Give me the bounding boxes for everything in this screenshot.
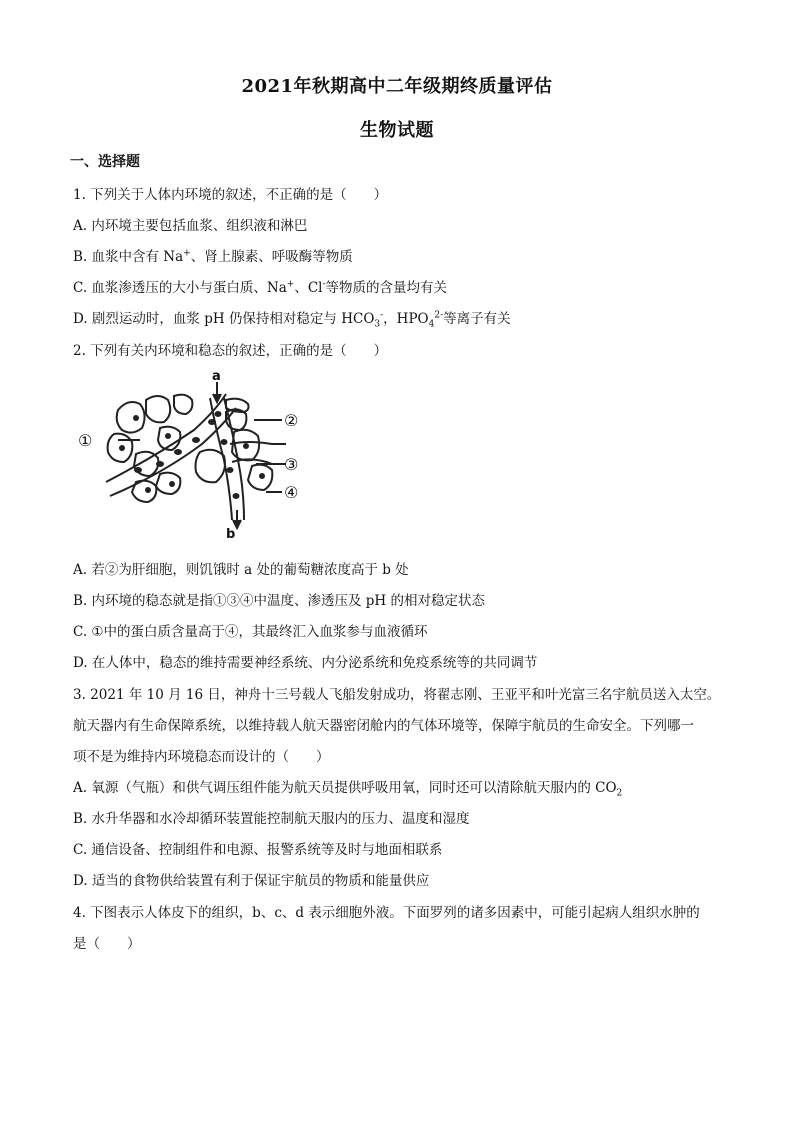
section-heading: 一、选择题 [70,154,140,170]
question-1-option-b: B. 血浆中含有 Na+、肾上腺素、呼吸酶等物质 [73,248,353,265]
tissue-diagram [76,370,316,540]
question-2-stem: 2. 下列有关内环境和稳态的叙述，正确的是（ ） [73,343,388,359]
question-3-stem-line-2: 航天器内有生命保障系统，以维持载人航天器密闭舱内的气体环境等，保障宇航员的生命安全。下列哪一 [73,718,694,734]
question-2-option-d: D. 在人体中，稳态的维持需要神经系统、内分泌系统和免疫系统等的共同调节 [73,655,538,671]
label-b: b [226,527,236,540]
question-3-option-c: C. 通信设备、控制组件和电源、报警系统等及时与地面相联系 [73,842,443,858]
question-3-option-d: D. 适当的食物供给装置有利于保证宇航员的物质和能量供应 [73,873,430,889]
question-3-stem-line-3: 项不是为维持内环境稳态而设计的（ ） [73,749,330,765]
tissue-diagram-svg [76,370,316,540]
question-4-stem-line-2: 是（ ） [73,936,141,952]
question-1-option-c: C. 血浆渗透压的大小与蛋白质、Na+、Cl-等物质的含量均有关 [73,279,448,296]
exam-title: 2021年秋期高中二年级期终质量评估 [241,76,553,97]
question-3-stem-line-1: 3. 2021 年 10 月 16 日，神舟十三号载人飞船发射成功，将翟志刚、王亚平和叶光富三名宇航员送入太空。 [73,687,721,703]
question-3-option-a: A. 氧源（气瓶）和供气调压组件能为航天员提供呼吸用氧，同时还可以清除航天服内的 $CO_2$ [73,780,623,799]
question-3-option-b: B. 水升华器和水冷却循环装置能控制航天服内的压力、温度和湿度 [73,811,470,827]
label-1: ① [78,431,93,450]
question-2-option-a: A. 若②为肝细胞，则饥饿时 a 处的葡萄糖浓度高于 b 处 [73,562,409,578]
question-1-stem: 1. 下列关于人体内环境的叙述，不正确的是（ ） [73,187,388,203]
question-1-option-d: D. 剧烈运动时，血浆 pH 仍保持相对稳定与 $HCO_3^-$，$HPO_4^{2-}$等离子有关 [73,310,511,330]
label-a: a [212,370,221,384]
question-1-option-a: A. 内环境主要包括血浆、组织液和淋巴 [73,218,308,234]
question-4-stem-line-1: 4. 下图表示人体皮下的组织，b、c、d 表示细胞外液。下面罗列的诸多因素中，可能引起病人组织水肿的 [73,905,700,921]
question-2-option-b: B. 内环境的稳态就是指①③④中温度、渗透压及 pH 的相对稳定状态 [73,593,485,609]
question-2-option-c: C. ①中的蛋白质含量高于④，其最终汇入血浆参与血液循环 [73,624,428,640]
label-2: ② [284,411,299,430]
label-3: ③ [284,455,299,474]
exam-subtitle: 生物试题 [360,120,434,141]
label-4: ④ [284,483,299,502]
